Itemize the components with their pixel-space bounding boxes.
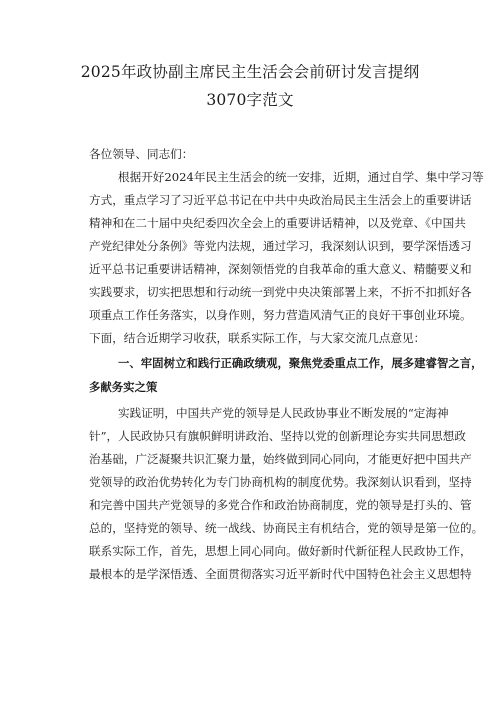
paragraph-line: 产党纪律处分条例》等党内法规，通过学习，我深刻认识到，要学深悟透习	[89, 239, 472, 253]
paragraph-line: 和完善中国共产党领导的多党合作和政治协商制度，党的领导是打头的、管	[89, 498, 472, 512]
paragraph-line: 总的，坚持党的领导、统一战线、协商民主有机结合，党的领导是第一位的。	[89, 521, 484, 535]
paragraph-line: 最根本的是学深悟透、全面贯彻落实习近平新时代中国特色社会主义思想特	[89, 567, 472, 581]
section-heading: 一、牢固树立和践行正确政绩观，聚焦党委重点工作，展多建睿智之言，	[118, 356, 483, 370]
paragraph-line: 联系实际工作，首先，思想上同心同向。做好新时代新征程人民政协工作，	[89, 544, 472, 558]
paragraph-line: 近平总书记重要讲话精神，深刻领悟党的自我革命的重大意义、精髓要义和	[89, 262, 472, 276]
paragraph-line: 针”，人民政协只有旗帜鲜明讲政治、坚持以党的创新理论夯实共同思想政	[89, 429, 466, 443]
document-subtitle: 3070字范文	[206, 91, 294, 109]
paragraph-line: 项重点工作任务落实，以身作则，努力营造风清气正的良好干事创业环境。	[89, 308, 472, 322]
paragraph-line: 实践证明，中国共产党的领导是人民政协事业不断发展的“定海神	[118, 406, 449, 420]
paragraph-line: 党领导的政治优势转化为专门协商机构的制度优势。我深刻认识看到，坚持	[89, 475, 472, 489]
paragraph-line: 治基础，广泛凝聚共识汇聚力量，始终做到同心同向，才能更好把中国共产	[89, 452, 472, 466]
paragraph-line: 下面，结合近期学习收获，联系实际工作，与大家交流几点意见：	[89, 331, 426, 345]
paragraph-line: 根据开好2024年民主生活会的统一安排，近期，通过自学、集中学习等	[118, 170, 484, 184]
paragraph-line: 方式，重点学习了习近平总书记在中共中央政治局民主生活会上的重要讲话	[89, 193, 472, 207]
salutation: 各位领导、同志们：	[89, 147, 194, 161]
section-heading-continued: 多献务实之策	[89, 380, 158, 394]
paragraph-line: 实践要求，切实把思想和行动统一到党中央决策部署上来，不折不扣抓好各	[89, 285, 472, 299]
paragraph-line: 精神和在二十届中央纪委四次全会上的重要讲话精神，以及党章、《中国共	[89, 216, 466, 230]
document-title: 2025年政协副主席民主生活会会前研讨发言提纲	[80, 63, 420, 81]
